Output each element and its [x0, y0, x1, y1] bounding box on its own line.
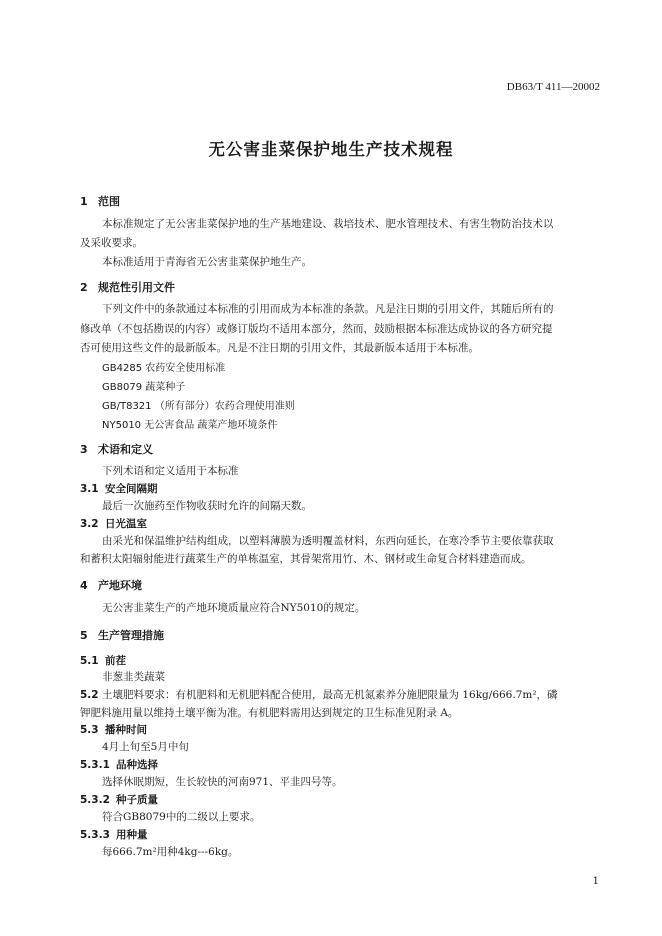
section-title: 规范性引用文件 [98, 281, 175, 294]
page-number: 1 [592, 876, 599, 887]
section-number: 4 [80, 579, 88, 592]
section-2-heading [80, 279, 175, 295]
document-title: 无公害韭菜保护地生产技术规程 [208, 140, 454, 159]
reference-item: NY5010 无公害食品 蔬菜产地环境条件 [102, 420, 278, 431]
section-title: 生产管理措施 [98, 629, 164, 642]
section-number: 5 [80, 629, 88, 642]
paragraph-line: 符合GB8079中的二级以上要求。 [102, 811, 261, 823]
paragraph-line: 否可使用这些文件的最新版本。凡是不注日期的引用文件，其最新版本适用于本标准。 [80, 342, 479, 354]
clause-title: 用种量 [116, 829, 148, 841]
clause-3-1-heading [80, 481, 158, 496]
section-4-heading [80, 577, 142, 593]
section-title: 产地环境 [98, 579, 142, 592]
paragraph-line: 和蓄积太阳辐射能进行蔬菜生产的单栋温室，其骨架常用竹、木、钢材或生命复合材料建造而成。 [80, 553, 532, 565]
reference-item: GB8079 蔬菜种子 [102, 382, 186, 393]
clause-5-3-1-heading [80, 757, 158, 772]
section-title: 范围 [98, 195, 120, 208]
clause-3-2-heading [80, 516, 147, 531]
paragraph-line: 修改单（不包括勘误的内容）或修订版均不适用本部分，然而，鼓励根据本标准达成协议的各方研究提 [80, 323, 553, 335]
clause-number: 5.2 [80, 689, 99, 701]
clause-title: 前茬 [105, 655, 126, 667]
clause-5-2-line [80, 686, 600, 704]
standard-number: DB63/T 411—20002 [506, 81, 600, 93]
paragraph-line: 无公害韭菜生产的产地环境质量应符合NY5010的规定。 [102, 602, 366, 614]
section-1-heading [80, 193, 120, 209]
clause-5-3-3-heading [80, 827, 148, 842]
paragraph-line: 最后一次施药至作物收获时允许的间隔天数。 [102, 500, 312, 512]
clause-number: 5.3 [80, 724, 99, 736]
paragraph-line: 钾肥料施用量以维持土壤平衡为准。有机肥料需用达到规定的卫生标准见附录 A。 [80, 707, 459, 719]
clause-number: 3.2 [80, 518, 99, 530]
paragraph-line: 下列术语和定义适用于本标准 [102, 465, 239, 477]
paragraph-line: 非葱韭类蔬菜 [102, 671, 165, 683]
reference-item: GB4285 农药安全使用标准 [102, 363, 226, 374]
clause-number: 5.1 [80, 655, 99, 667]
section-3-heading [80, 441, 153, 457]
paragraph-line: 4月上旬至5月中旬 [102, 741, 189, 753]
section-5-heading [80, 627, 164, 643]
paragraph-line: 选择休眠期短，生长较快的河南971、平韭四号等。 [102, 776, 343, 788]
section-number: 2 [80, 281, 88, 294]
clause-number: 3.1 [80, 483, 99, 495]
clause-title: 安全间隔期 [105, 483, 158, 495]
paragraph-line: 本标准规定了无公害韭菜保护地的生产基地建设、栽培技术、肥水管理技术、有害生物防治技术以 [102, 218, 554, 230]
clause-title: 日光温室 [105, 518, 147, 530]
clause-title: 种子质量 [116, 794, 158, 806]
reference-item: GB/T8321 （所有部分）农药合理使用准则 [102, 401, 295, 412]
paragraph-line: 下列文件中的条款通过本标准的引用而成为本标准的条款。凡是注日期的引用文件，其随后所有的 [102, 303, 554, 315]
clause-5-1-heading [80, 653, 126, 668]
clause-5-3-heading [80, 722, 147, 737]
section-title: 术语和定义 [98, 443, 153, 456]
section-number: 1 [80, 195, 88, 208]
paragraph-text: 土壤肥料要求：有机肥料和无机肥料配合使用，最高无机氮素养分施肥限量为 16kg/666.7m²，磷 [102, 689, 558, 701]
paragraph-line: 本标准适用于青海省无公害韭菜保护地生产。 [102, 256, 312, 268]
paragraph-line: 每666.7m²用种4kg---6kg。 [102, 846, 239, 858]
clause-number: 5.3.2 [80, 794, 110, 806]
paragraph-line: 及采收要求。 [80, 237, 143, 249]
clause-title: 播种时间 [105, 724, 147, 736]
clause-5-3-2-heading [80, 792, 158, 807]
clause-title: 品种选择 [116, 759, 158, 771]
clause-number: 5.3.1 [80, 759, 110, 771]
clause-number: 5.3.3 [80, 829, 110, 841]
paragraph-line: 由采光和保温维护结构组成，以塑料薄膜为透明覆盖材料，东西向延长，在寒冷季节主要依靠获取 [102, 535, 554, 547]
section-number: 3 [80, 443, 88, 456]
